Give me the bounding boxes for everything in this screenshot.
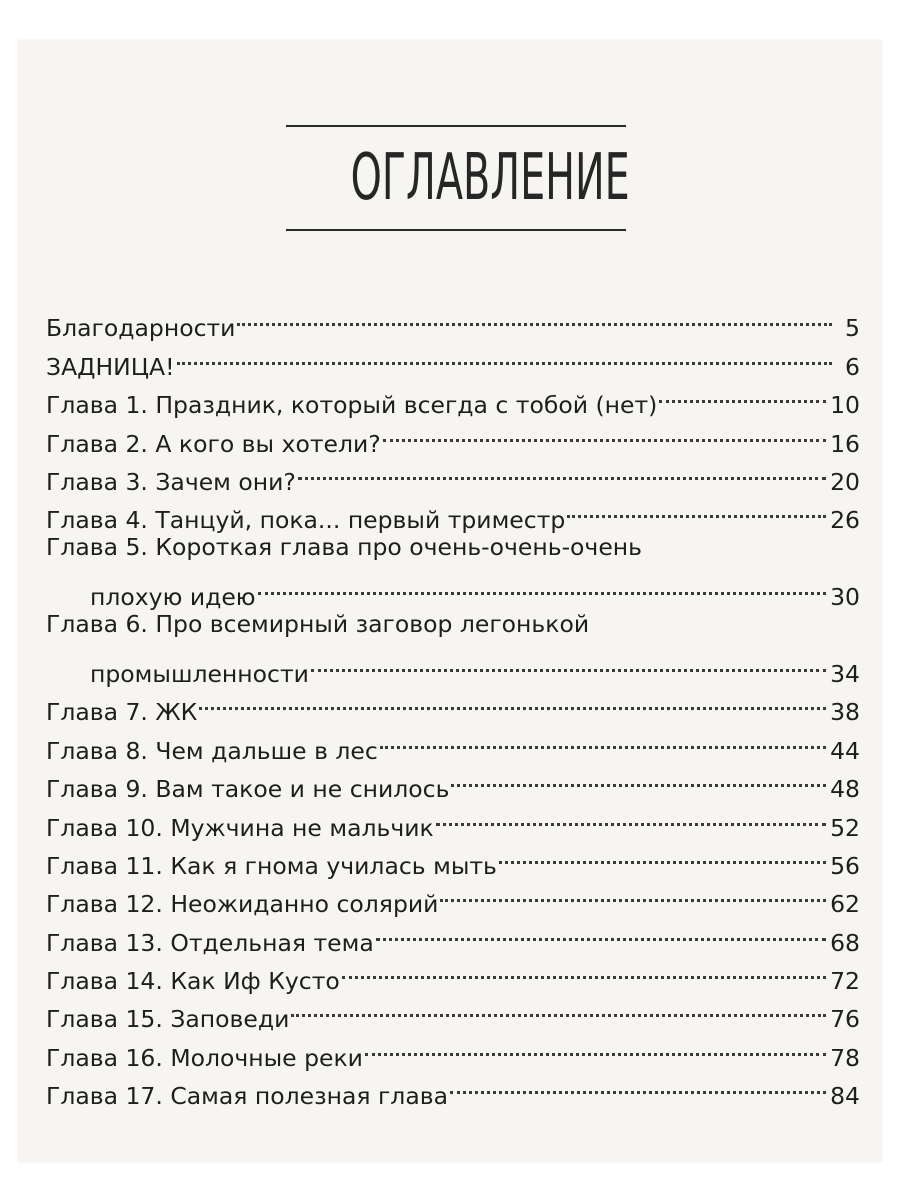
toc-entry-line <box>46 720 860 765</box>
toc-entry-title: Глава 3. Зачем они? <box>46 467 296 496</box>
toc-entry-title: Глава 1. Праздник, который всегда с тобой (нет) <box>46 391 658 420</box>
toc-entry-title: Глава 11. Как я гнома училась мыть <box>46 851 497 880</box>
toc-entry <box>46 605 860 688</box>
toc-entry-title: Глава 17. Самая полезная глава <box>46 1082 448 1111</box>
toc-header <box>286 125 630 235</box>
toc-entry <box>46 528 860 612</box>
toc-entry-title: Благодарности <box>46 314 236 343</box>
dot-leader <box>298 452 826 490</box>
toc-entry-line <box>46 490 860 535</box>
dot-leader <box>291 989 826 1027</box>
toc-entry <box>46 1027 860 1072</box>
toc-page-number: 68 <box>830 928 860 957</box>
toc-entry-title: плохую идею <box>90 583 256 612</box>
toc-entry-line <box>46 298 860 343</box>
dot-leader <box>177 336 833 374</box>
toc-entry-line <box>46 452 860 496</box>
toc-entry-line <box>46 874 860 919</box>
toc-entry <box>46 298 860 343</box>
toc-entry <box>46 490 860 535</box>
toc-entry-title: Глава 5. Короткая глава про очень-очень-очень <box>46 533 642 562</box>
dot-leader <box>499 836 826 874</box>
toc-entry <box>46 797 860 842</box>
toc-entry <box>46 951 860 996</box>
toc-entry-line <box>46 951 860 996</box>
toc-entry-title: Глава 10. Мужчина не мальчик <box>46 813 434 842</box>
dot-leader <box>450 1066 826 1104</box>
toc-entry-line <box>46 912 860 957</box>
dot-leader <box>659 375 826 413</box>
toc-page-number: 5 <box>845 314 860 343</box>
toc-page-number: 76 <box>830 1005 860 1034</box>
toc-entry-line <box>46 1027 860 1072</box>
toc-page-number: 62 <box>830 890 860 919</box>
toc-page-number: 20 <box>830 467 860 496</box>
toc-entry-title: Глава 6. Про всемирный заговор легонькой <box>46 610 590 639</box>
toc-entry-title: промышленности <box>90 659 309 688</box>
toc-entry-title: Глава 4. Танцуй, пока... первый триместр <box>46 506 566 535</box>
toc-page-number: 38 <box>830 698 860 727</box>
toc-entry-line <box>46 528 860 566</box>
dot-leader <box>383 413 826 451</box>
dot-leader <box>342 951 826 989</box>
toc-entry <box>46 1066 860 1111</box>
toc-page-number: 10 <box>830 391 860 420</box>
toc-entry-title: Глава 2. А кого вы хотели? <box>46 429 381 458</box>
toc-entry-title: Глава 16. Молочные реки <box>46 1043 363 1072</box>
toc-entry-line <box>46 682 860 727</box>
toc-page-number: 78 <box>830 1043 860 1072</box>
dot-leader <box>199 682 826 720</box>
dot-leader <box>440 874 826 912</box>
toc-page-number: 44 <box>830 736 860 765</box>
toc-entry-line <box>46 567 860 612</box>
toc-page-number: 16 <box>830 429 860 458</box>
dot-leader <box>436 797 826 835</box>
dot-leader <box>567 490 826 528</box>
toc-entry-title: Глава 14. Как Иф Кусто <box>46 967 340 996</box>
toc-entry-line <box>46 375 860 420</box>
dot-leader <box>237 298 832 336</box>
dot-leader <box>451 759 826 797</box>
toc-page-number: 30 <box>830 583 860 612</box>
toc-entry <box>46 682 860 727</box>
toc-page-number: 48 <box>830 775 860 804</box>
dot-leader <box>365 1027 826 1065</box>
toc-entry-title: Глава 9. Вам такое и не снилось <box>46 775 450 804</box>
toc-entry <box>46 336 860 381</box>
toc-entry <box>46 836 860 880</box>
toc-entry-line <box>46 644 860 688</box>
toc-entry-line <box>46 605 860 643</box>
toc-entry-line <box>46 989 860 1034</box>
dot-leader <box>376 912 826 950</box>
toc-entry <box>46 720 860 765</box>
toc-entry-line <box>46 759 860 804</box>
title-rule-top <box>286 125 626 127</box>
toc-entry-line <box>46 836 860 880</box>
toc-entry-title: Глава 12. Неожиданно солярий <box>46 890 439 919</box>
toc-entry <box>46 413 860 458</box>
toc-page-number: 56 <box>830 851 860 880</box>
toc-entry <box>46 452 860 496</box>
toc-page-number: 84 <box>830 1082 860 1111</box>
toc-entry <box>46 912 860 957</box>
toc-entry-line <box>46 797 860 842</box>
toc-entry-title: Глава 13. Отдельная тема <box>46 928 374 957</box>
page-title: ОГЛАВЛЕНИЕ <box>350 141 630 215</box>
dot-leader <box>311 644 826 682</box>
toc-entry-title: ЗАДНИЦА! <box>46 352 175 381</box>
table-of-contents <box>46 298 860 1111</box>
dot-leader <box>258 567 827 605</box>
toc-entry-line <box>46 413 860 458</box>
title-rule-bottom <box>286 229 626 231</box>
toc-entry-title: Глава 8. Чем дальше в лес <box>46 736 378 765</box>
toc-entry <box>46 874 860 919</box>
dot-leader <box>380 720 826 758</box>
toc-entry-line <box>46 336 860 381</box>
toc-page-number: 6 <box>845 352 860 381</box>
toc-page-number: 72 <box>830 967 860 996</box>
toc-entry-title: Глава 15. Заповеди <box>46 1005 290 1034</box>
toc-page-number: 34 <box>830 659 860 688</box>
toc-page-number: 26 <box>830 506 860 535</box>
toc-entry <box>46 759 860 804</box>
toc-entry <box>46 375 860 420</box>
toc-entry-title: Глава 7. ЖК <box>46 698 198 727</box>
toc-page-number: 52 <box>830 813 860 842</box>
toc-entry-line <box>46 1066 860 1111</box>
toc-entry <box>46 989 860 1034</box>
